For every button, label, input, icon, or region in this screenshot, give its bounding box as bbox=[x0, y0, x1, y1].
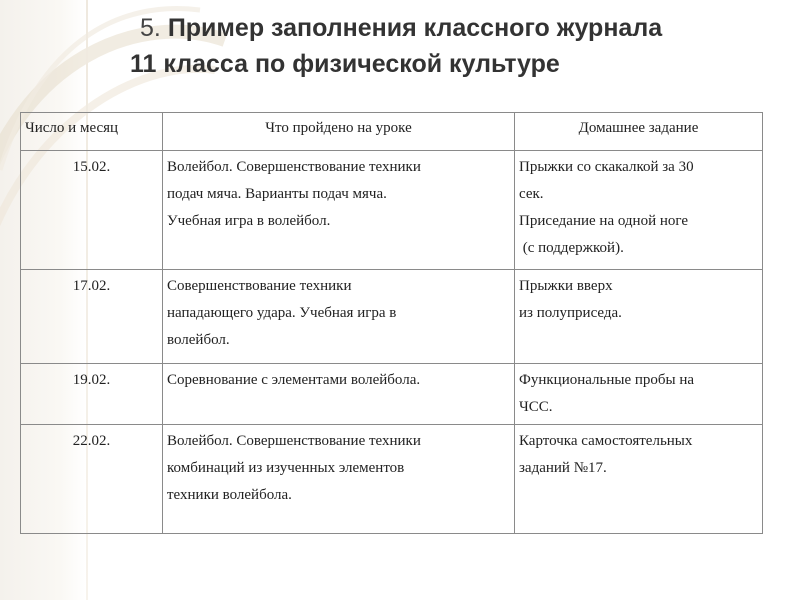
header-topic: Что пройдено на уроке bbox=[163, 113, 515, 151]
homework-line: Приседание на одной ноге bbox=[519, 213, 688, 229]
title-number: 5. bbox=[140, 14, 161, 42]
table-row bbox=[21, 270, 763, 364]
cell-homework bbox=[515, 425, 763, 534]
homework-line: заданий №17. bbox=[519, 460, 607, 476]
title-line-2: 11 класса по физической культуре bbox=[130, 50, 560, 78]
cell-topic bbox=[163, 151, 515, 270]
homework-line: Карточка самостоятельных bbox=[519, 433, 693, 449]
table-row bbox=[21, 364, 763, 425]
homework-line: ЧСС. bbox=[519, 399, 553, 415]
cell-topic bbox=[163, 425, 515, 534]
table-header-row bbox=[21, 113, 763, 151]
cell-date: 15.02. bbox=[21, 151, 163, 270]
journal-table bbox=[20, 112, 763, 534]
homework-line: Прыжки со скакалкой за 30 bbox=[519, 159, 694, 175]
table-row bbox=[21, 425, 763, 534]
topic-line: Волейбол. Совершенствование техники bbox=[167, 159, 421, 175]
topic-line: Совершенствование техники bbox=[167, 278, 352, 294]
cell-homework bbox=[515, 270, 763, 364]
topic-line: Учебная игра в волейбол. bbox=[167, 213, 331, 229]
topic-line: подач мяча. Варианты подач мяча. bbox=[167, 186, 387, 202]
cell-homework bbox=[515, 364, 763, 425]
topic-line: Волейбол. Совершенствование техники bbox=[167, 433, 421, 449]
header-homework: Домашнее задание bbox=[515, 113, 763, 151]
topic-line: волейбол. bbox=[167, 332, 230, 348]
cell-date: 17.02. bbox=[21, 270, 163, 364]
page-title bbox=[130, 10, 780, 82]
homework-line: (с поддержкой). bbox=[519, 240, 624, 256]
header-date: Число и месяц bbox=[21, 113, 163, 151]
homework-line: из полуприседа. bbox=[519, 305, 622, 321]
title-line-1: Пример заполнения классного журнала bbox=[167, 14, 663, 42]
homework-line: сек. bbox=[519, 186, 544, 202]
cell-topic bbox=[163, 364, 515, 425]
cell-homework bbox=[515, 151, 763, 270]
topic-line: техники волейбола. bbox=[167, 487, 292, 503]
topic-line: нападающего удара. Учебная игра в bbox=[167, 305, 397, 321]
cell-date: 19.02. bbox=[21, 364, 163, 425]
table-row bbox=[21, 151, 763, 270]
cell-date: 22.02. bbox=[21, 425, 163, 534]
homework-line: Прыжки вверх bbox=[519, 278, 613, 294]
topic-line: комбинаций из изученных элементов bbox=[167, 460, 405, 476]
topic-line: Соревнование с элементами волейбола. bbox=[167, 372, 421, 388]
cell-topic bbox=[163, 270, 515, 364]
homework-line: Функциональные пробы на bbox=[519, 372, 695, 388]
